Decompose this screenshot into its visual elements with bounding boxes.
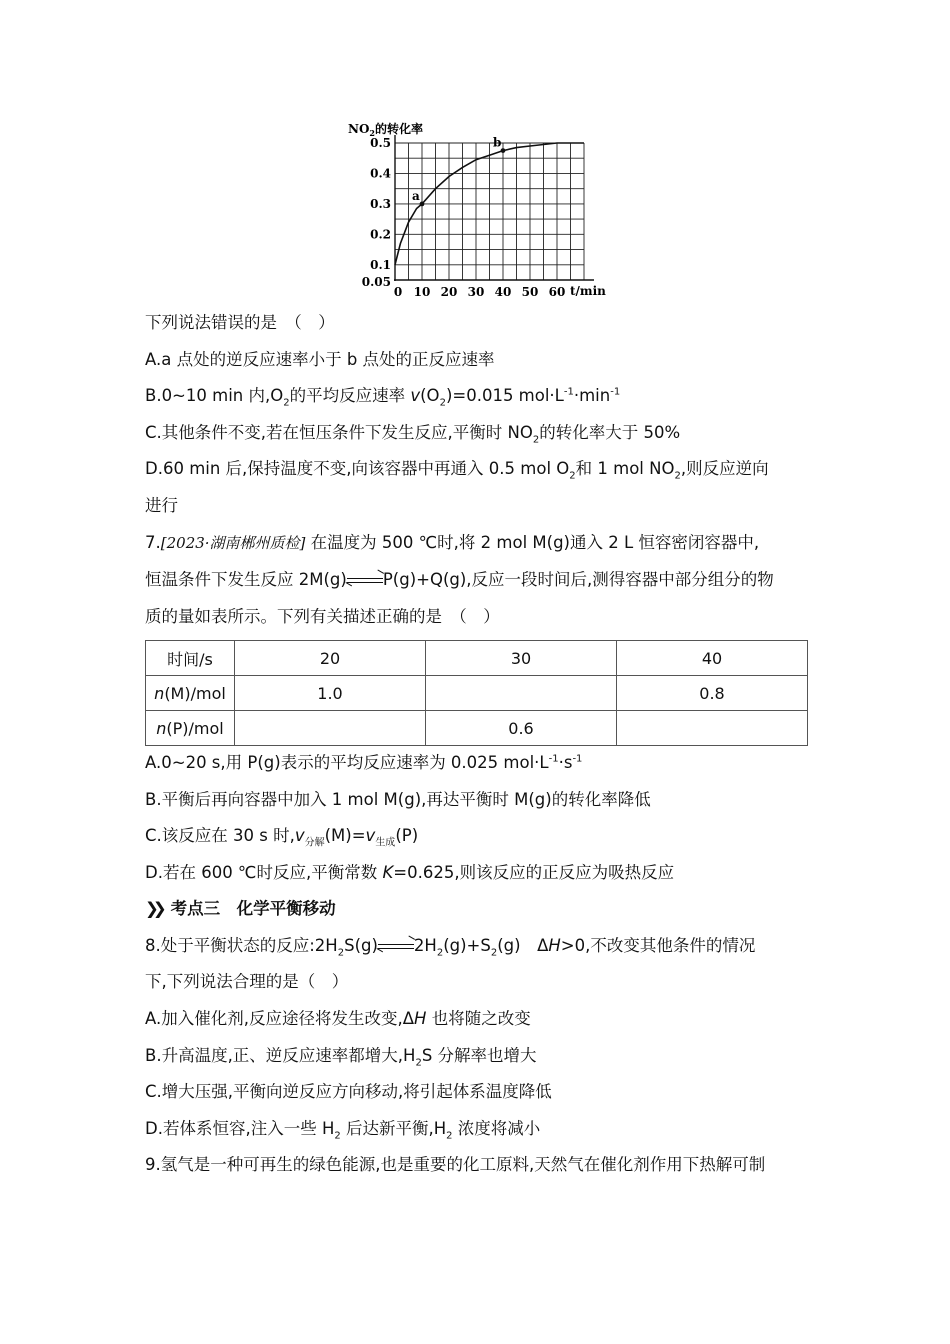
chart-y-ticks bbox=[362, 136, 391, 289]
q6-option-a: A.a 点处的逆反应速率小于 b 点处的正反应速率 bbox=[145, 350, 495, 369]
chart-svg bbox=[330, 115, 620, 305]
section-heading: ❯❯ 考点三 化学平衡移动 bbox=[145, 899, 336, 918]
table-header-cell: 40 bbox=[617, 641, 808, 676]
chart-points bbox=[412, 136, 505, 207]
double-chevron-icon: ❯❯ bbox=[145, 899, 161, 918]
table-row-label: n(M)/mol bbox=[146, 676, 235, 711]
q8-stem-line2: 下,下列说法合理的是（ ） bbox=[145, 972, 349, 991]
q7-stem-line2: 恒温条件下发生反应 2M(g) P(g)+Q(g),反应一段时间后,测得容器中部分组分的物 bbox=[145, 570, 774, 589]
x-tick-label: 30 bbox=[467, 285, 485, 299]
y-tick-label: 0.5 bbox=[370, 136, 391, 150]
chart-point-a bbox=[420, 201, 425, 206]
q7-option-c: C.该反应在 30 s 时$,v_{分解}(M)=v_{生成}(P)$ bbox=[145, 826, 419, 849]
q7-data-table bbox=[145, 640, 808, 746]
q6-option-d: D.60 min 后,保持温度不变,向该容器中再通入 0.5 mol $O_2$和 1 mol $NO_2$,则反应逆向 bbox=[145, 459, 769, 482]
q9-stem-line1: 9.氢气是一种可再生的绿色能源,也是重要的化工原料,天然气在催化剂作用下热解可制 bbox=[145, 1155, 766, 1174]
x-tick-label: 60 bbox=[548, 285, 566, 299]
table-cell bbox=[235, 711, 426, 746]
q8-option-a: A.加入催化剂,反应途径将发生改变,ΔH 也将随之改变 bbox=[145, 1009, 531, 1028]
y-tick-label: 0.05 bbox=[361, 275, 391, 289]
table-cell: 1.0 bbox=[235, 676, 426, 711]
equilibrium-arrow-icon bbox=[347, 574, 383, 588]
q8-option-c: C.增大压强,平衡向逆反应方向移动,将引起体系温度降低 bbox=[145, 1082, 552, 1101]
q7-stem-line3: 质的量如表所示。下列有关描述正确的是 （ ） bbox=[145, 607, 500, 626]
q6-option-b: B.0~10 min 内$,O_2$的平均反应速率 $v(O_2)=0.015$ $mol\cdot L^{-1}\cdot\min^{-1}$ bbox=[145, 386, 621, 409]
q7-option-a: A.0~20 s,用 P(g)表示的平均反应速率为 0.025 $mol\cdot L^{-1}\cdot s^{-1}$ bbox=[145, 753, 583, 772]
q7-stem-line1: 7.[2023·湖南郴州质检] 在温度为 500 ℃时,将 2 mol M(g)通入 2 L 恒容密闭容器中, bbox=[145, 533, 760, 552]
x-tick-label: 50 bbox=[521, 285, 539, 299]
chart-xlabel: t/min bbox=[570, 284, 606, 298]
chart-ylabel: $NO_2$的转化率 bbox=[348, 122, 424, 138]
q8-stem-line1: 8.处于平衡状态的反应$:2H_2S(g)$ $2H_2(g)+S_2(g)$ ΔH>0,不改变其他条件的情况 bbox=[145, 936, 756, 959]
q6-option-c: C.其他条件不变,若在恒压条件下发生反应,平衡时 $NO_2$的转化率大于 50% bbox=[145, 423, 681, 446]
table-header-cell: 时间/s bbox=[146, 641, 235, 676]
table-cell bbox=[617, 711, 808, 746]
q8-option-b: B.升高温度,正、逆反应速率都增大$,H_2S$ 分解率也增大 bbox=[145, 1046, 537, 1069]
y-tick-label: 0.4 bbox=[370, 166, 391, 181]
table-row-label: n(P)/mol bbox=[146, 711, 235, 746]
q7-source: [2023·湖南郴州质检] bbox=[160, 534, 306, 552]
q7-option-b: B.平衡后再向容器中加入 1 mol M(g),再达平衡时 M(g)的转化率降低 bbox=[145, 790, 651, 809]
q6-option-d-cont: 进行 bbox=[145, 496, 178, 515]
chart-point-label-a: a bbox=[412, 188, 420, 203]
table-row bbox=[146, 676, 808, 711]
table-cell: 0.8 bbox=[617, 676, 808, 711]
x-tick-label: 0 bbox=[393, 285, 403, 299]
x-tick-label: 40 bbox=[494, 285, 512, 299]
table-row bbox=[146, 711, 808, 746]
q6-stem: 下列说法错误的是 （ ） bbox=[145, 313, 335, 332]
chart-x-ticks bbox=[394, 285, 566, 299]
conversion-chart bbox=[330, 115, 620, 305]
table-header-cell: 20 bbox=[235, 641, 426, 676]
x-tick-label: 20 bbox=[440, 285, 458, 299]
q8-option-d: D.若体系恒容,注入一些 $H_2$ 后达新平衡$,H_2$ 浓度将减小 bbox=[145, 1119, 541, 1142]
table-row bbox=[146, 641, 808, 676]
chart-point-label-b: b bbox=[493, 135, 502, 150]
y-tick-label: 0.2 bbox=[370, 227, 391, 242]
equilibrium-arrow-icon bbox=[378, 940, 414, 954]
table-cell: 0.6 bbox=[426, 711, 617, 746]
x-tick-label: 10 bbox=[413, 285, 431, 299]
y-tick-label: 0.1 bbox=[370, 257, 391, 272]
chart-grid bbox=[395, 143, 584, 280]
chart-axes bbox=[394, 135, 594, 281]
y-tick-label: 0.3 bbox=[370, 196, 391, 211]
table-cell bbox=[426, 676, 617, 711]
q7-option-d: D.若在 600 ℃时反应,平衡常数 K=0.625,则该反应的正反应为吸热反应 bbox=[145, 863, 675, 882]
table-header-cell: 30 bbox=[426, 641, 617, 676]
